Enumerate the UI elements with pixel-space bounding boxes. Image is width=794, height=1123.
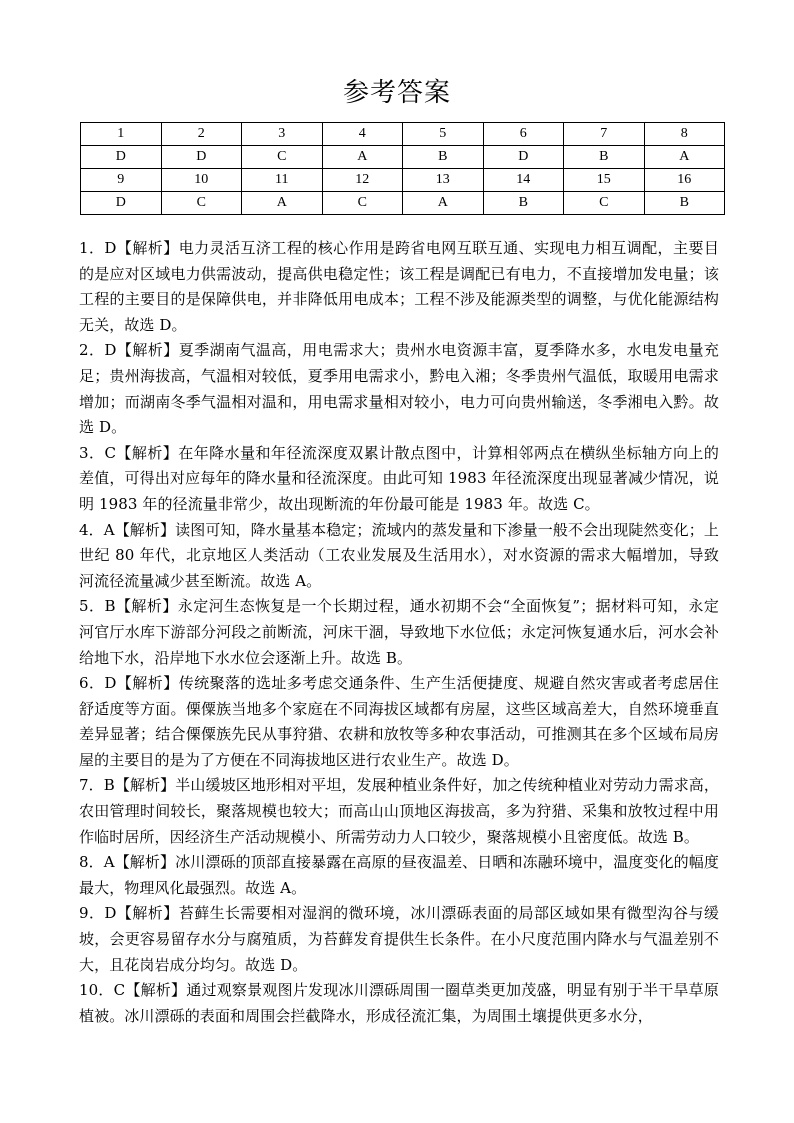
question-number-cell: 12 bbox=[322, 169, 403, 192]
explanations bbox=[79, 236, 719, 1029]
answer-cell: C bbox=[161, 192, 242, 215]
question-number-cell: 5 bbox=[403, 123, 484, 146]
question-number-cell: 9 bbox=[81, 169, 162, 192]
answer-cell: D bbox=[81, 192, 162, 215]
question-number-cell: 7 bbox=[564, 123, 645, 146]
answer-cell: B bbox=[644, 192, 725, 215]
question-number-cell: 10 bbox=[161, 169, 242, 192]
answer-cell: A bbox=[644, 146, 725, 169]
question-number-row bbox=[81, 169, 725, 192]
question-number-cell: 6 bbox=[483, 123, 564, 146]
answer-cell: B bbox=[564, 146, 645, 169]
question-number-cell: 8 bbox=[644, 123, 725, 146]
explanation-paragraph: 8．A【解析】冰川漂砾的顶部直接暴露在高原的昼夜温差、日晒和冻融环境中，温度变化的幅度最大，物理风化最强烈。故选 A。 bbox=[79, 853, 719, 897]
answer-cell: A bbox=[242, 192, 323, 215]
answer-cell: D bbox=[81, 146, 162, 169]
explanation-paragraph: 10．C【解析】通过观察景观图片发现冰川漂砾周围一圈草类更加茂盛，明显有别于半干旱草原植被。冰川漂砾的表面和周围会拦截降水，形成径流汇集，为周围土壤提供更多水分， bbox=[79, 981, 719, 1025]
explanation-paragraph: 2．D【解析】夏季湖南气温高，用电需求大；贵州水电资源丰富，夏季降水多，水电发电量充足；贵州海拔高，气温相对较低，夏季用电需求小，黔电入湘；冬季贵州气温低，取暖用电需求增加；而湖南冬季气温相对温和，用电需求量相对较小，电力可向贵州输送，冬季湘电入黔。故选 D。 bbox=[79, 341, 719, 437]
explanation-paragraph: 1．D【解析】电力灵活互济工程的核心作用是跨省电网互联互通、实现电力相互调配，主要目的是应对区域电力供需波动，提高供电稳定性；该工程是调配已有电力，不直接增加发电量；该工程的主要目的是保障供电，并非降低用电成本；工程不涉及能源类型的调整，与优化能源结构无关，故选 D。 bbox=[79, 239, 719, 334]
answer-cell: B bbox=[403, 146, 484, 169]
answer-cell: D bbox=[161, 146, 242, 169]
answer-cell: C bbox=[564, 192, 645, 215]
explanation-paragraph: 7．B【解析】半山缓坡区地形相对平坦，发展种植业条件好，加之传统种植业对劳动力需求高，农田管理时间较长，聚落规模也较大；而高山山顶地区海拔高，多为狩猎、采集和放牧过程中用作临时居所，因经济生产活动规模小、所需劳动力人口较少，聚落规模小且密度低。故选 B。 bbox=[79, 776, 719, 846]
explanation-paragraph: 9．D【解析】苔藓生长需要相对湿润的微环境，冰川漂砾表面的局部区域如果有微型沟谷与缓坡，会更容易留存水分与腐殖质，为苔藓发育提供生长条件。在小尺度范围内降水与气温差别不大，且花岗岩成分均匀。故选 D。 bbox=[79, 904, 719, 974]
answer-table bbox=[80, 122, 725, 215]
question-number-cell: 15 bbox=[564, 169, 645, 192]
explanation-paragraph: 6．D【解析】传统聚落的选址多考虑交通条件、生产生活便捷度、规避自然灾害或者考虑居住舒适度等方面。傈僳族当地多个家庭在不同海拔区域都有房屋，这些区域高差大，自然环境垂直差异显著；结合傈僳族先民从事狩猎、农耕和放牧等多种农事活动，可推测其在多个区域布局房屋的主要目的是为了方便在不同海拔地区进行农业生产。故选 D。 bbox=[79, 674, 719, 769]
explanation-paragraph: 4．A【解析】读图可知，降水量基本稳定；流域内的蒸发量和下渗量一般不会出现陡然变化；上世纪 80 年代，北京地区人类活动（工农业发展及生活用水），对水资源的需求大幅增加，导致河流径流量减少甚至断流。故选 A。 bbox=[79, 520, 719, 590]
answer-row bbox=[81, 146, 725, 169]
page-title: 参考答案 bbox=[342, 78, 451, 108]
question-number-cell: 4 bbox=[322, 123, 403, 146]
question-number-cell: 2 bbox=[161, 123, 242, 146]
question-number-cell: 14 bbox=[483, 169, 564, 192]
answer-cell: C bbox=[322, 192, 403, 215]
question-number-row bbox=[81, 123, 725, 146]
answer-cell: B bbox=[483, 192, 564, 215]
question-number-cell: 16 bbox=[644, 169, 725, 192]
question-number-cell: 1 bbox=[81, 123, 162, 146]
answer-cell: A bbox=[403, 192, 484, 215]
question-number-cell: 3 bbox=[242, 123, 323, 146]
answer-cell: A bbox=[322, 146, 403, 169]
answer-row bbox=[81, 192, 725, 215]
explanation-paragraph: 3．C【解析】在年降水量和年径流深度双累计散点图中，计算相邻两点在横纵坐标轴方向上的差值，可得出对应每年的降水量和径流深度。由此可知 1983 年径流深度出现显著减少情况，说明 1983 年的径流量非常少，故出现断流的年份最可能是 1983 年。故选 C。 bbox=[79, 443, 719, 513]
question-number-cell: 13 bbox=[403, 169, 484, 192]
answer-cell: D bbox=[483, 146, 564, 169]
explanation-paragraph: 5．B【解析】永定河生态恢复是一个长期过程，通水初期不会“全面恢复”；据材料可知，永定河官厅水库下游部分河段之前断流，河床干涸，导致地下水位低；永定河恢复通水后，河水会补给地下水，沿岸地下水水位会逐渐上升。故选 B。 bbox=[79, 597, 719, 667]
question-number-cell: 11 bbox=[242, 169, 323, 192]
answer-cell: C bbox=[242, 146, 323, 169]
